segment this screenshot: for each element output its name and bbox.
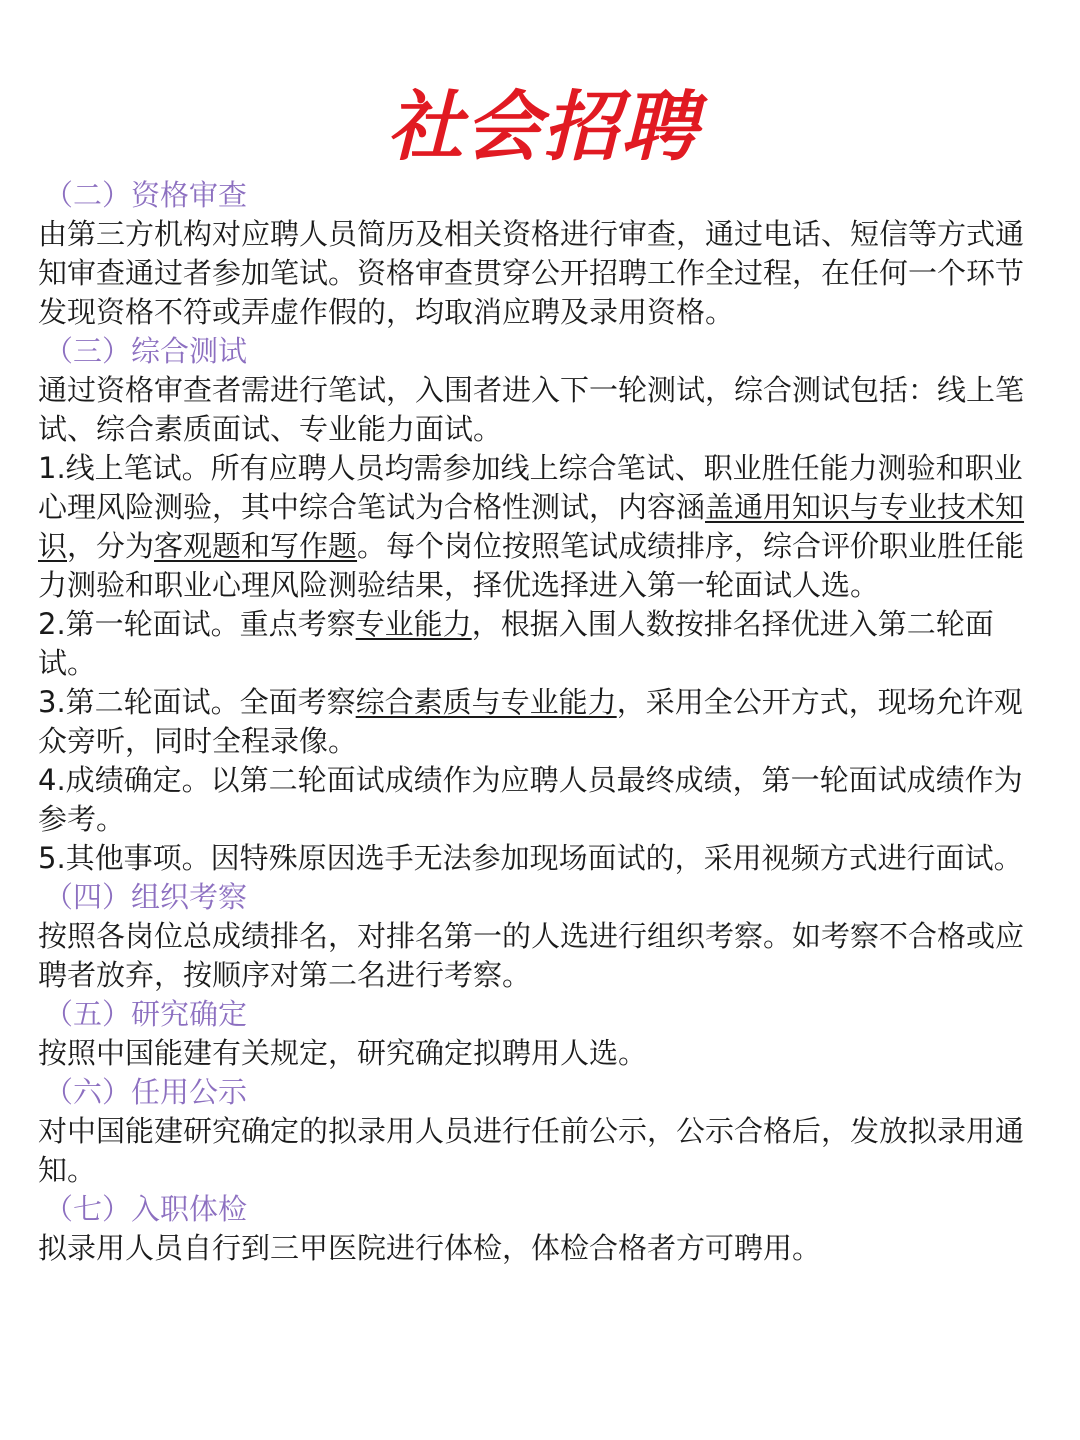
section-heading-organizational-review: （四）组织考察 — [44, 880, 248, 914]
text-run: 3.第二轮面试。全面考察 — [38, 685, 356, 719]
list-item-other-matters — [38, 839, 1048, 878]
section-heading-appointment-notice: （六）任用公示 — [44, 1075, 248, 1109]
list-item-score-determination — [38, 761, 1048, 839]
document-page — [38, 0, 1048, 1268]
text-run: 5.其他事项。因特殊原因选手无法参加现场面试的，采用视频方式进行面试。 — [38, 841, 1023, 875]
text-run: ，根据入围人数按排名择优进入第二轮面试。 — [38, 607, 994, 680]
list-item-second-interview — [38, 683, 1048, 761]
text-run: ，分为 — [67, 529, 155, 563]
text-run: ，采用全公开方式，现场允许观众旁听，同时全程录像。 — [38, 685, 1023, 758]
section-heading-qualification-review: （二）资格审查 — [44, 178, 248, 212]
text-run: 。每个岗位按照笔试成绩排序，综合评价职业胜任能力测验和职业心理风险测验结果，择优选择进入第一轮面试人选。 — [38, 529, 1025, 602]
paragraph-comprehensive-test-intro: 通过资格审查者需进行笔试，入围者进入下一轮测试，综合测试包括：线上笔试、综合素质面试、专业能力面试。 — [38, 373, 1025, 446]
underlined-text: 综合素质与专业能力 — [355, 685, 617, 719]
text-run: 4.成绩确定。以第二轮面试成绩作为应聘人员最终成绩，第一轮面试成绩作为参考。 — [38, 763, 1023, 836]
section-heading-comprehensive-test: （三）综合测试 — [44, 334, 248, 368]
text-run: 2.第一轮面试。重点考察 — [38, 607, 356, 641]
paragraph-appointment-notice: 对中国能建研究确定的拟录用人员进行任前公示，公示合格后，发放拟录用通知。 — [38, 1114, 1025, 1187]
list-item-first-interview — [38, 605, 1048, 683]
page-title: 社会招聘 — [387, 82, 699, 171]
paragraph-qualification-review: 由第三方机构对应聘人员简历及相关资格进行审查，通过电话、短信等方式通知审查通过者参加笔试。资格审查贯穿公开招聘工作全过程，在任何一个环节发现资格不符或弄虚作假的，均取消应聘及录用资格。 — [38, 217, 1025, 329]
underlined-text: 客观题和写作题 — [154, 529, 358, 563]
underlined-text: 专业能力 — [355, 607, 472, 641]
section-heading-medical-exam: （七）入职体检 — [44, 1192, 248, 1226]
paragraph-organizational-review: 按照各岗位总成绩排名，对排名第一的人选进行组织考察。如考察不合格或应聘者放弃，按顺序对第二名进行考察。 — [38, 919, 1025, 992]
text-run: 1.线上笔试。所有应聘人员均需参加线上综合笔试、职业胜任能力测验和职业心理风险测验，其中综合笔试为合格性测试，内容涵 — [38, 451, 1023, 524]
section-heading-research-decision: （五）研究确定 — [44, 997, 248, 1031]
list-item-online-exam — [38, 449, 1048, 605]
underlined-text: 盖通用知识与专业技术知识 — [38, 490, 1025, 563]
paragraph-research-decision: 按照中国能建有关规定，研究确定拟聘用人选。 — [38, 1036, 648, 1070]
document-content — [38, 176, 1048, 1268]
paragraph-medical-exam: 拟录用人员自行到三甲医院进行体检，体检合格者方可聘用。 — [38, 1231, 822, 1265]
